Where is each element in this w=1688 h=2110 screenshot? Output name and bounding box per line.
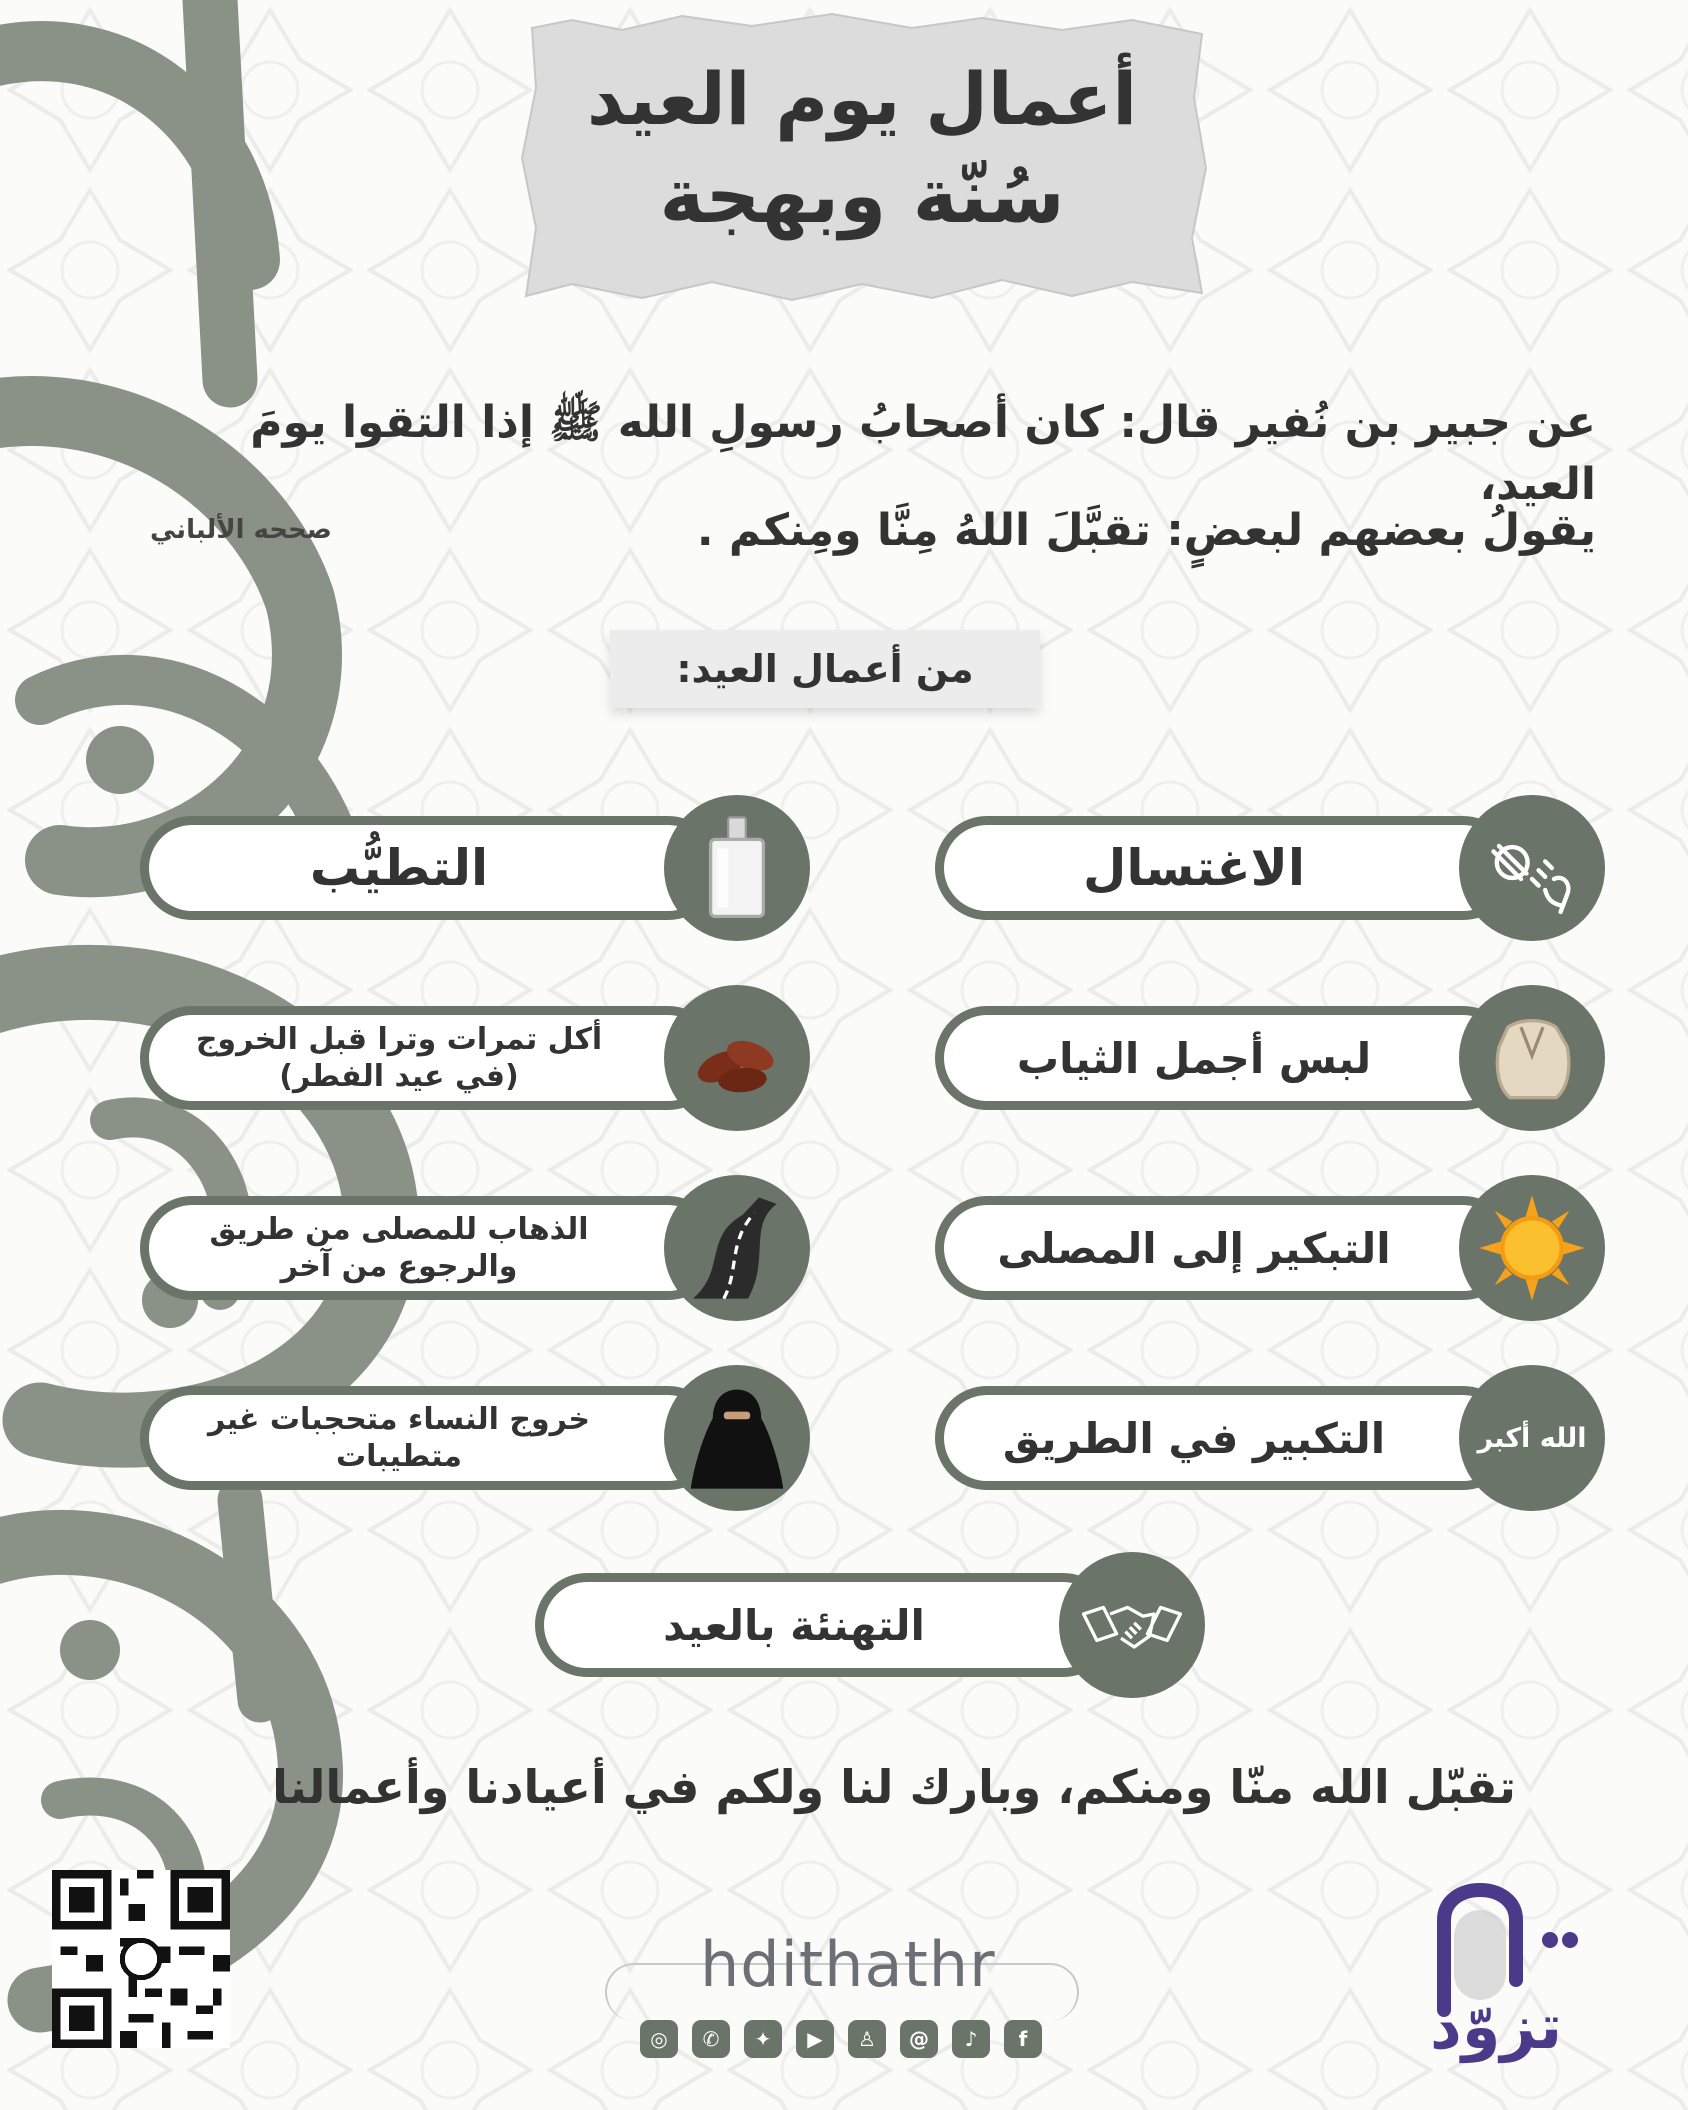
- item-eid-greeting: [535, 1560, 1205, 1690]
- twitter-icon[interactable]: ✦: [744, 2020, 782, 2058]
- road-icon: [664, 1175, 810, 1321]
- facebook-icon[interactable]: f: [1004, 2020, 1042, 2058]
- handshake-icon: [1059, 1552, 1205, 1698]
- item-women-going-out: [140, 1373, 810, 1503]
- item-label: التكبير في الطريق: [935, 1386, 1515, 1490]
- item-ghusl: [935, 803, 1605, 933]
- title-banner: [512, 8, 1212, 308]
- snapchat-icon[interactable]: ♙: [848, 2020, 886, 2058]
- item-label: خروج النساء متحجبات غير متطيبات: [140, 1386, 720, 1490]
- dates-icon: [664, 985, 810, 1131]
- item-perfume: [140, 803, 810, 933]
- item-eating-dates: [140, 993, 810, 1123]
- whatsapp-icon[interactable]: ✆: [692, 2020, 730, 2058]
- item-label: الذهاب للمصلى من طريق والرجوع من آخر: [140, 1196, 720, 1300]
- perfume-icon: [664, 795, 810, 941]
- social-icons: [640, 2020, 1042, 2058]
- section-heading: من أعمال العيد:: [610, 630, 1040, 708]
- youtube-icon[interactable]: ▶: [796, 2020, 834, 2058]
- takbir-icon: [1459, 1365, 1605, 1511]
- sun-icon: [1459, 1175, 1605, 1321]
- account-handle[interactable]: hdithathr: [700, 1928, 996, 2001]
- item-early-to-prayer: [935, 1183, 1605, 1313]
- brand-name: تزوّد: [1430, 1990, 1563, 2063]
- item-label: التبكير إلى المصلى: [935, 1196, 1515, 1300]
- item-label: التهنئة بالعيد: [535, 1573, 1115, 1677]
- item-different-route: [140, 1183, 810, 1313]
- item-label: لبس أجمل الثياب: [935, 1006, 1515, 1110]
- qr-code[interactable]: [52, 1870, 230, 2048]
- item-best-clothes: [935, 993, 1605, 1123]
- page-title: أعمال يوم العيد: [586, 57, 1138, 141]
- shower-icon: [1459, 795, 1605, 941]
- item-label: التطيُّب: [140, 816, 720, 920]
- item-takbir-on-way: [935, 1373, 1605, 1503]
- item-label: الاغتسال: [935, 816, 1515, 920]
- hadith-line-1: عن جبير بن نُفير قال: كان أصحابُ رسولِ الله ﷺ إذا التقوا يومَ العيد،: [250, 397, 1596, 510]
- instagram-icon[interactable]: ◎: [640, 2020, 678, 2058]
- clothes-icon: [1459, 985, 1605, 1131]
- closing-supplication: تقبّل الله منّا ومنكم، وبارك لنا ولكم في أعيادنا وأعمالنا: [272, 1760, 1516, 1814]
- threads-icon[interactable]: @: [900, 2020, 938, 2058]
- takbir-icon-text: الله أكبر: [1477, 1422, 1587, 1454]
- hadith-line-2: يقولُ بعضهم لبعضٍ: تقبَّلَ اللهُ مِنَّا ومِنكم .: [696, 505, 1596, 556]
- hadith-grading: صححه الألباني: [150, 515, 332, 545]
- item-label: أكل تمرات وترا قبل الخروج (في عيد الفطر): [140, 1006, 720, 1110]
- veiled-woman-icon: [664, 1365, 810, 1511]
- page-subtitle: سُنّة وبهجة: [659, 151, 1065, 240]
- tiktok-icon[interactable]: ♪: [952, 2020, 990, 2058]
